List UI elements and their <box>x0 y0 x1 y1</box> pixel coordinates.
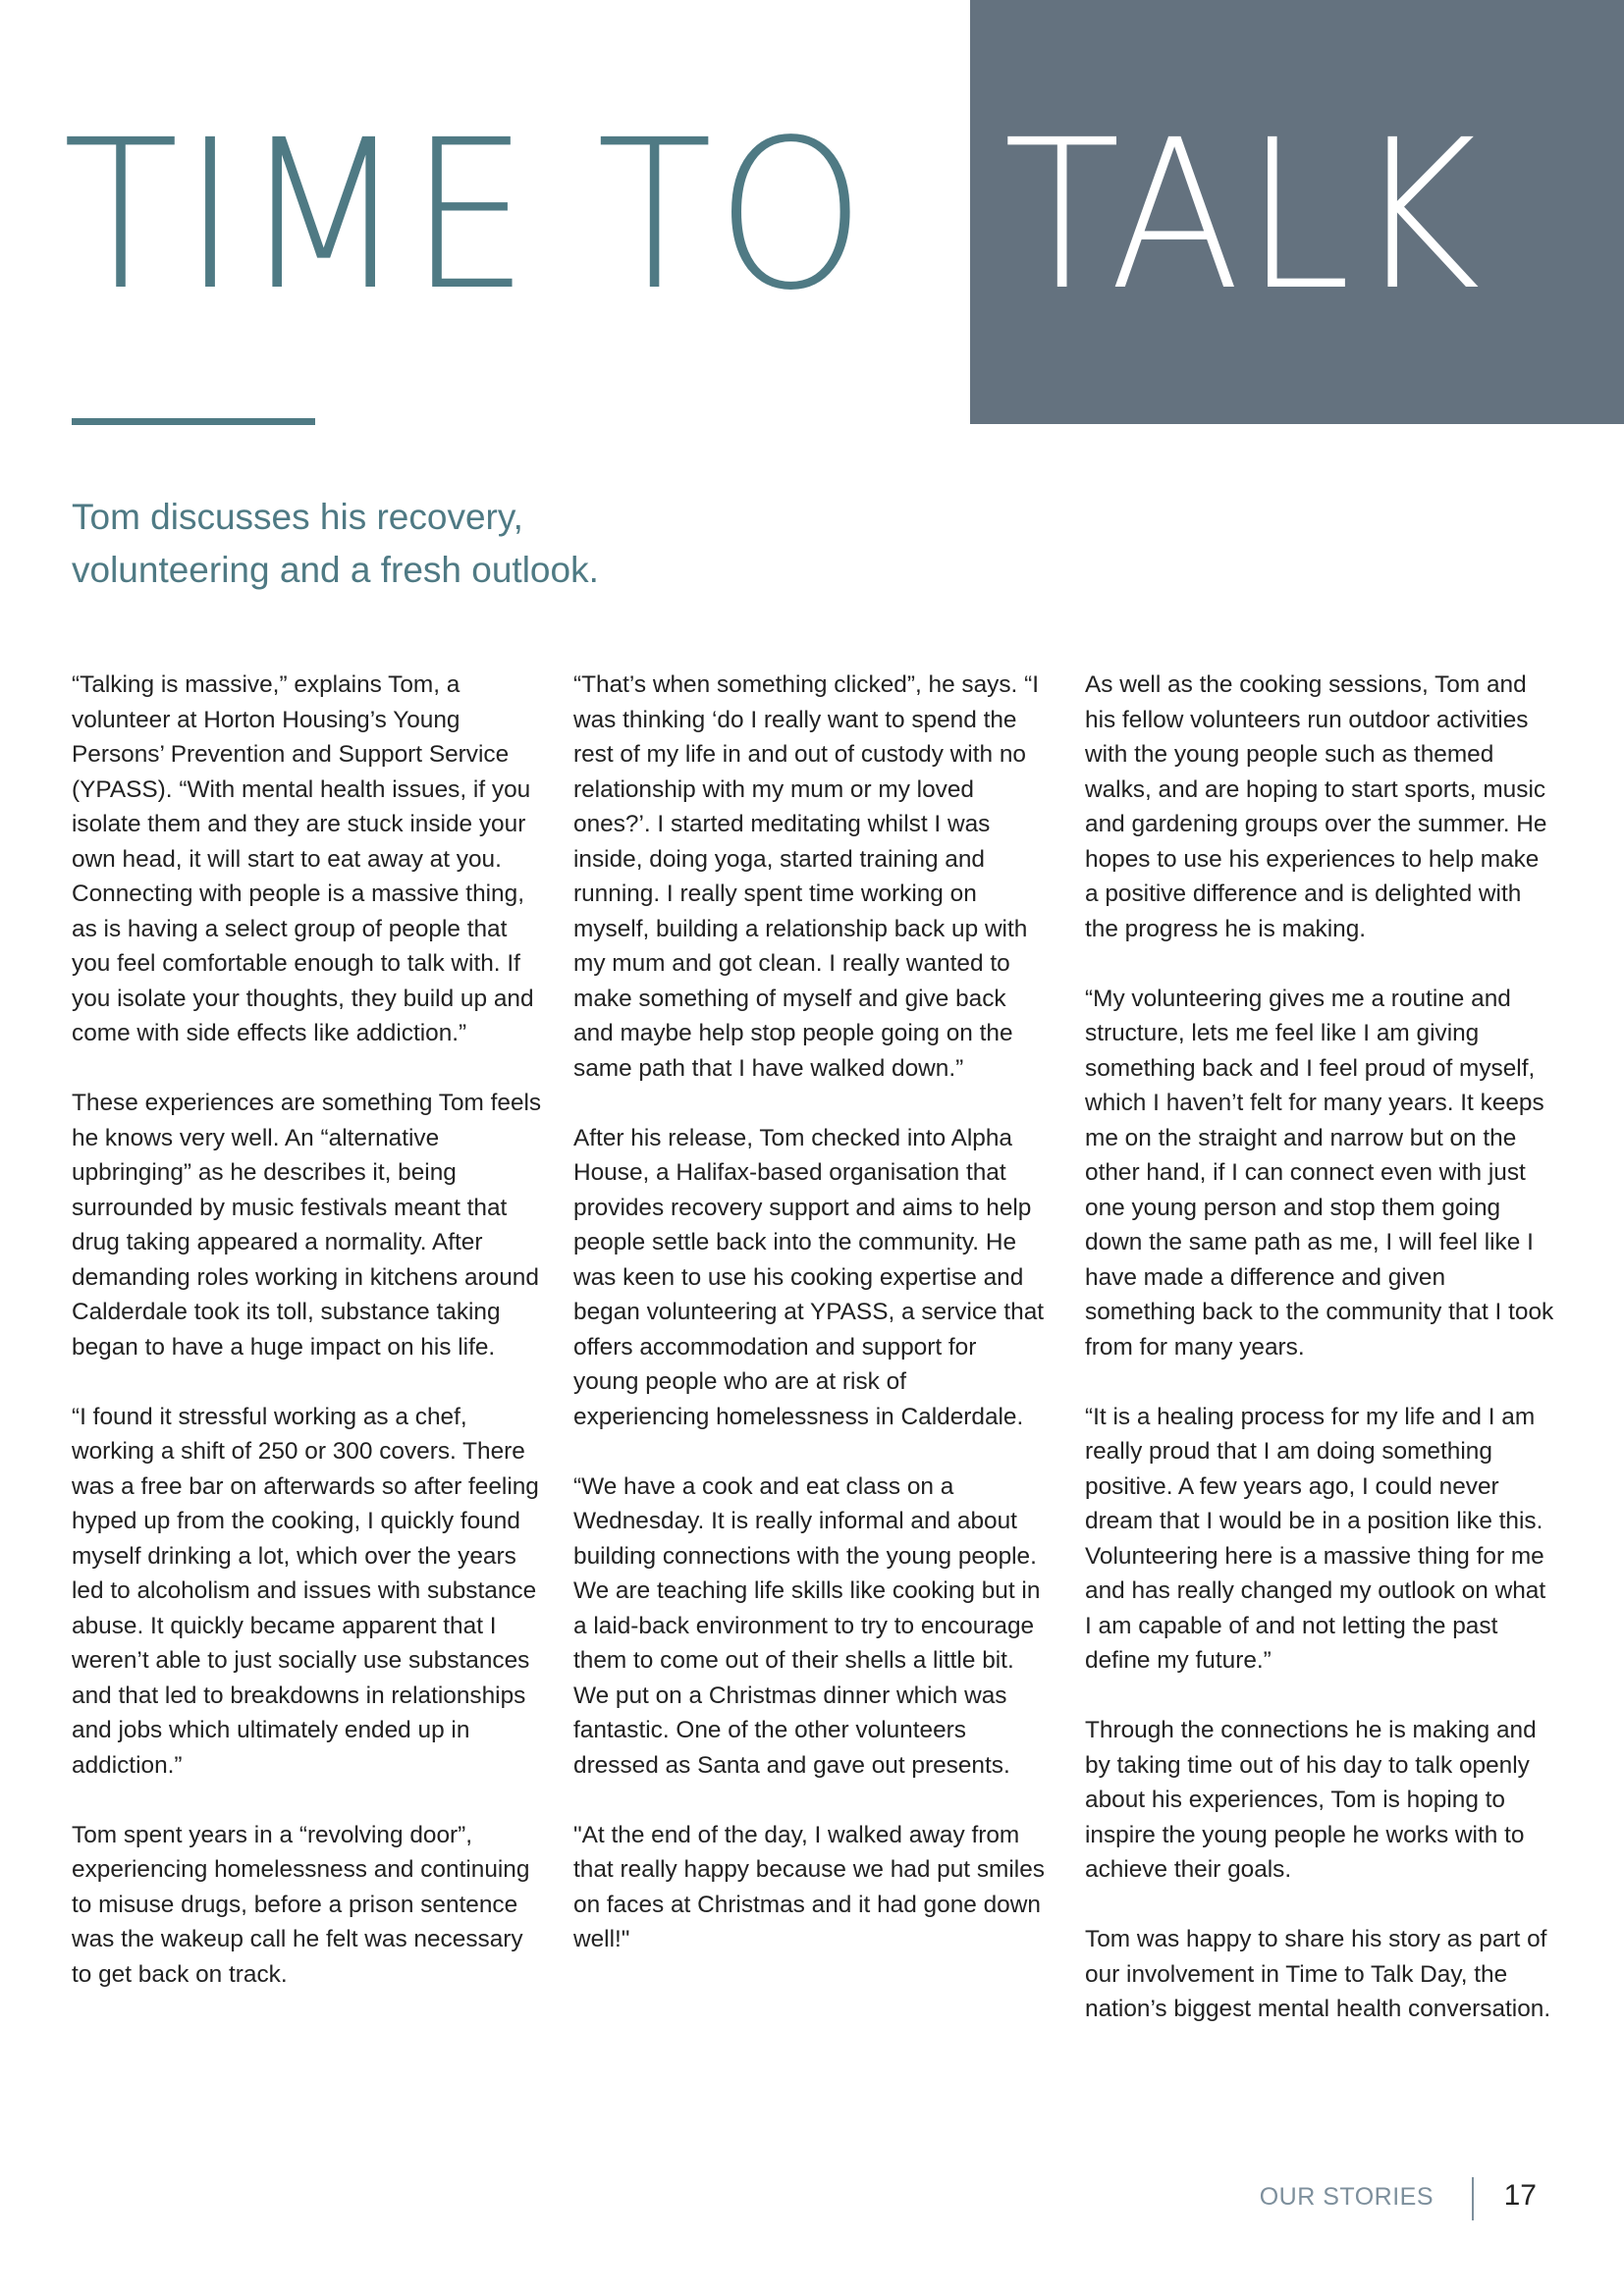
footer-section-label: OUR STORIES <box>1259 2183 1434 2211</box>
subtitle <box>72 491 759 597</box>
title-underline-divider <box>72 418 315 425</box>
paragraph: After his release, Tom checked into Alpha House, a Halifax-based organisation that provides recovery support and aims to help people settle back into the community. He was keen to use his cooking expertise and began volunteering at YPASS, a service that offers accommodation and support for young people who are at risk of experiencing homelessness in Calderdale. <box>573 1124 1045 1430</box>
article-column-3 <box>1085 667 1556 2061</box>
article-column-2 <box>573 667 1045 1992</box>
paragraph: “It is a healing process for my life and I am really proud that I am doing something positive. A few years ago, I could never dream that I would be in a position like this. Volunteering here is a massive thing for me and has really changed my outlook on what I am capable of and not letting the past define my future.” <box>1085 1403 1546 1674</box>
paragraph: Through the connections he is making and by taking time out of his day to talk openly about his experiences, Tom is hoping to inspire the young people he works with to achieve their goals. <box>1085 1717 1537 1883</box>
title-part-talk: TALK <box>1003 95 1485 336</box>
paragraph: Tom spent years in a “revolving door”, experiencing homelessness and continuing to misuse drugs, before a prison sentence was the wakeup call he felt was necessary to get back on track. <box>72 1821 530 1988</box>
paragraph: “I found it stressful working as a chef, working a shift of 250 or 300 covers. There was a free bar on afterwards so after feeling hyped up from the cooking, I quickly found myself drinking a lot, which over the years led to alcoholism and issues with substance abuse. It quickly became apparent that I weren’t able to just socially use substances and that led to breakdowns in relationships and jobs which ultimately ended up in addiction.” <box>72 1403 539 1779</box>
paragraph: "At the end of the day, I walked away from that really happy because we had put smiles on faces at Christmas and it had gone down well!" <box>573 1821 1045 1952</box>
subtitle-line-2: volunteering and a fresh outlook. <box>72 550 599 590</box>
article-column-1 <box>72 667 543 2027</box>
paragraph: “We have a cook and eat class on a Wednesday. It is really informal and about building connections with the young people. We are teaching life skills like cooking but in a laid-back environment to try to encourage them to come out of their shells a little bit. We put on a Christmas dinner which was fantastic. One of the other volunteers dressed as Santa and gave out presents. <box>573 1472 1041 1779</box>
paragraph: These experiences are something Tom feels he knows very well. An “alternative upbringing” as he describes it, being surrounded by music festivals meant that drug taking appeared a normality. After demanding roles working in kitchens around Calderdale took its toll, substance taking began to have a huge impact on his life. <box>72 1090 542 1361</box>
footer-divider <box>1472 2177 1474 2220</box>
subtitle-line-1: Tom discusses his recovery, <box>72 497 523 537</box>
paragraph: “That’s when something clicked”, he says. “I was thinking ‘do I really want to spend the rest of my life in and out of custody with no relationship with my mum or my loved ones?’. I started meditating whilst I was inside, doing yoga, started training and running. I really spent time working on myself, building a relationship back up with my mum and got clean. I really wanted to make something of myself and give back and maybe help stop people going on the same path that I have walked down.” <box>573 671 1040 1082</box>
paragraph: “My volunteering gives me a routine and structure, lets me feel like I am giving something back and I feel proud of myself, which I haven’t felt for many years. It keeps me on the straight and narrow but on the other hand, if I can connect even with just one young person and stop them going down the same path as me, I will feel like I have made a difference and given something back to the community that I took from for many years. <box>1085 985 1554 1361</box>
title-part-time-to: TIME TO <box>63 95 870 336</box>
paragraph: Tom was happy to share his story as part of our involvement in Time to Talk Day, the nation’s biggest mental health conversation. <box>1085 1926 1551 2022</box>
paragraph: “Talking is massive,” explains Tom, a volunteer at Horton Housing’s Young Persons’ Prevention and Support Service (YPASS). “With mental health issues, if you isolate them and they are stuck inside your own head, it will start to eat away at you. Connecting with people is a massive thing, as is having a select group of people that you feel comfortable enough to talk with. If you isolate your thoughts, they build up and come with side effects like addiction.” <box>72 671 534 1046</box>
page-footer <box>1237 2177 1591 2220</box>
paragraph: As well as the cooking sessions, Tom and his fellow volunteers run outdoor activities with the young people such as themed walks, and are hoping to start sports, music and gardening groups over the summer. He hopes to use his experiences to help make a positive difference and is delighted with the progress he is making. <box>1085 671 1547 942</box>
page-number: 17 <box>1503 2179 1537 2212</box>
page-title <box>0 95 1624 336</box>
